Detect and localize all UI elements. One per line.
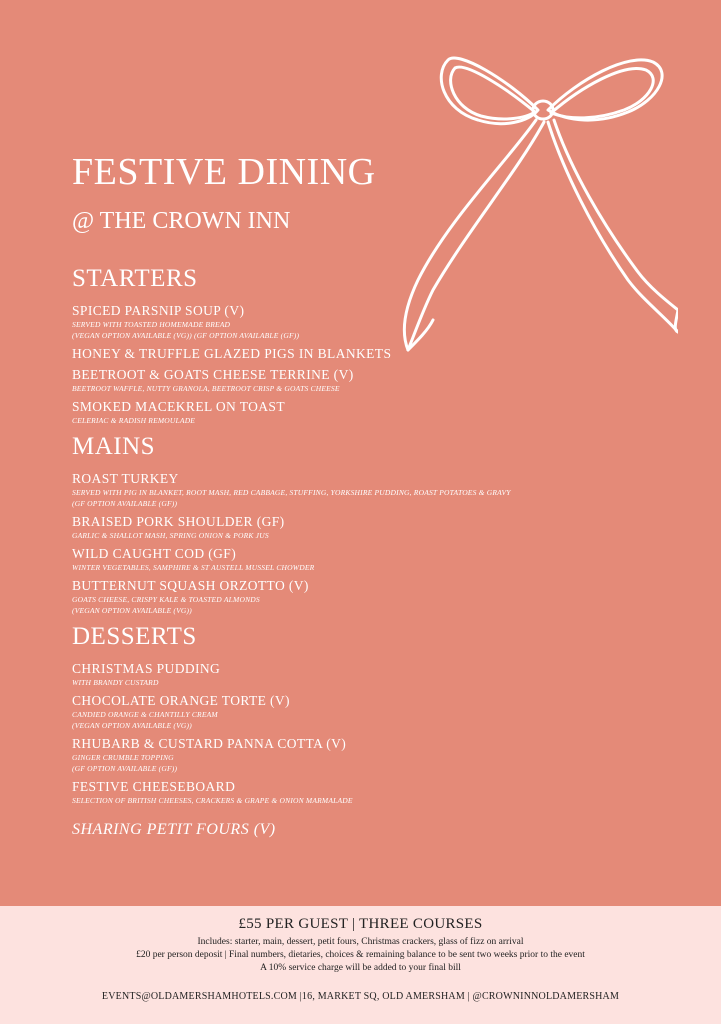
- price-line: £55 PER GUEST | THREE COURSES: [238, 916, 483, 932]
- section-mains: [72, 432, 692, 616]
- sharing-petit-fours: SHARING PETIT FOURS (V): [72, 821, 276, 838]
- menu-item: [72, 470, 692, 509]
- item-name: WILD CAUGHT COD (GF): [72, 546, 237, 561]
- item-name: CHOCOLATE ORANGE TORTE (V): [72, 693, 290, 708]
- item-name: FESTIVE CHEESEBOARD: [72, 779, 236, 794]
- item-description: WITH BRANDY CUSTARD: [72, 678, 159, 687]
- item-description: CANDIED ORANGE & CHANTILLY CREAM: [72, 710, 218, 719]
- item-name: ROAST TURKEY: [72, 471, 179, 486]
- section-desserts: [72, 622, 692, 806]
- section-starters: [72, 264, 692, 426]
- deposit-line: £20 per person deposit | Final numbers, dietaries, choices & remaining balance to be sent two weeks prior to the event: [136, 950, 585, 960]
- item-description: GARLIC & SHALLOT MASH, SPRING ONION & PORK JUS: [72, 531, 269, 540]
- item-name: SMOKED MACEKREL ON TOAST: [72, 399, 285, 414]
- item-description: BEETROOT WAFFLE, NUTTY GRANOLA, BEETROOT CRISP & GOATS CHEESE: [72, 384, 340, 393]
- item-description: (GF OPTION AVAILABLE (GF)): [72, 764, 178, 773]
- menu-list: [72, 264, 692, 840]
- section-title: MAINS: [72, 433, 156, 460]
- item-description: GINGER CRUMBLE TOPPING: [72, 753, 174, 762]
- footer: [0, 906, 721, 1024]
- item-description: (VEGAN OPTION AVAILABLE (VG)): [72, 606, 192, 615]
- item-name: BEETROOT & GOATS CHEESE TERRINE (V): [72, 367, 354, 382]
- item-name: HONEY & TRUFFLE GLAZED PIGS IN BLANKETS: [72, 346, 392, 361]
- menu-item: [72, 660, 692, 688]
- menu-item: [72, 735, 692, 774]
- menu-item: [72, 778, 692, 806]
- menu-item: [72, 345, 692, 362]
- page-title: FESTIVE DINING: [72, 151, 376, 193]
- item-description: SERVED WITH TOASTED HOMEMADE BREAD: [72, 320, 231, 329]
- service-charge-line: A 10% service charge will be added to your final bill: [260, 963, 461, 973]
- section-title: STARTERS: [72, 265, 198, 292]
- menu-item: [72, 398, 692, 426]
- item-description: (VEGAN OPTION AVAILABLE (VG)): [72, 721, 192, 730]
- menu-item: [72, 692, 692, 731]
- menu-item: [72, 302, 692, 341]
- item-name: SPICED PARSNIP SOUP (V): [72, 303, 245, 318]
- venue-subtitle: @ THE CROWN INN: [72, 208, 291, 234]
- item-description: CELERIAC & RADISH REMOULADE: [72, 416, 196, 425]
- contact-line: EVENTS@OLDAMERSHAMHOTELS.COM |16, MARKET SQ, OLD AMERSHAM | @CROWNINNOLDAMERSHAM: [101, 991, 620, 1002]
- menu-item: [72, 577, 692, 616]
- item-description: GOATS CHEESE, CRISPY KALE & TOASTED ALMONDS: [72, 595, 260, 604]
- item-description: (VEGAN OPTION AVAILABLE (VG)) (GF OPTION AVAILABLE (GF)): [72, 331, 300, 340]
- menu-item: [72, 366, 692, 394]
- includes-line: Includes: starter, main, dessert, petit fours, Christmas crackers, glass of fizz on arrival: [197, 937, 524, 947]
- item-name: CHRISTMAS PUDDING: [72, 661, 221, 676]
- menu-item: [72, 513, 692, 541]
- item-description: SERVED WITH PIG IN BLANKET, ROOT MASH, RED CABBAGE, STUFFING, YORKSHIRE PUDDING, ROAST POTATOES & GRAVY: [72, 488, 511, 497]
- item-description: SELECTION OF BRITISH CHEESES, CRACKERS & GRAPE & ONION MARMALADE: [72, 796, 353, 805]
- item-name: BRAISED PORK SHOULDER (GF): [72, 514, 285, 529]
- item-name: RHUBARB & CUSTARD PANNA COTTA (V): [72, 736, 347, 751]
- menu-item: [72, 545, 692, 573]
- item-description: WINTER VEGETABLES, SAMPHIRE & ST AUSTELL MUSSEL CHOWDER: [72, 563, 315, 572]
- item-name: BUTTERNUT SQUASH ORZOTTO (V): [72, 578, 309, 593]
- item-description: (GF OPTION AVAILABLE (GF)): [72, 499, 178, 508]
- section-title: DESSERTS: [72, 623, 197, 650]
